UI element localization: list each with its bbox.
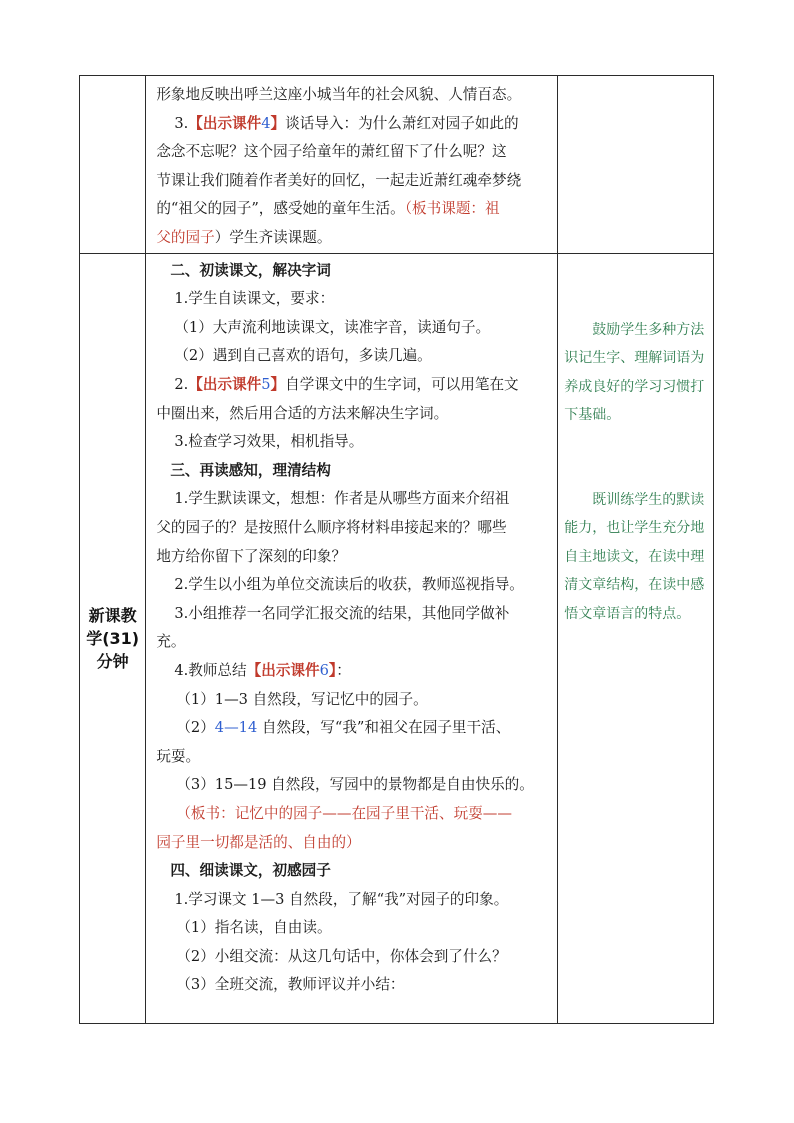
board-note-line: （板书：记忆中的园子——在园子里干活、玩耍—— xyxy=(176,804,512,822)
section2-line: 2.【出示课件5】自学课文中的生字词，可以用笔在文 xyxy=(174,376,519,394)
section-heading-2: 二、初读课文，解决字词 xyxy=(170,261,331,279)
content-cell-main xyxy=(146,253,558,1023)
teaching-note-2: 既训练学生的默读能力，也让学生充分地自主地读文，在读中理清文章结构，在读中感悟文章语言的特点。 xyxy=(564,491,705,622)
intro-line-5: 的“祖父的园子”，感受她的童年生活。（板书课题：祖 xyxy=(156,200,500,218)
section3-line: （1）1—3 自然段，写记忆中的园子。 xyxy=(176,690,428,708)
stage-cell xyxy=(80,253,146,1023)
intro-line-6: 父的园子）学生齐读课题。 xyxy=(156,228,332,246)
table-row xyxy=(80,76,714,254)
table-row xyxy=(80,253,714,1023)
section3-line: 2.学生以小组为单位交流读后的收获，教师巡视指导。 xyxy=(174,576,524,594)
section3-line: （2）4—14 自然段，写“我”和祖父在园子里干活、 xyxy=(176,719,511,737)
section2-line: 1.学生自读课文，要求： xyxy=(174,290,335,308)
board-note-line: 园子里一切都是活的、自由的） xyxy=(156,833,361,851)
section3-line: （3）15—19 自然段，写园中的景物都是自由快乐的。 xyxy=(176,776,534,794)
section3-line: 地方给你留下了深刻的印象？ xyxy=(156,547,347,565)
section3-line: 充。 xyxy=(156,633,186,651)
stage-cell-empty xyxy=(80,76,146,254)
section3-line: 玩耍。 xyxy=(156,747,201,765)
teaching-note-1: 鼓励学生多种方法识记生字、理解词语为养成良好的学习习惯打下基础。 xyxy=(564,321,705,424)
section4-line: （1）指名读，自由读。 xyxy=(176,919,332,937)
section3-line: 父的园子的？是按照什么顺序将材料串接起来的？哪些 xyxy=(156,518,507,536)
section4-line: （2）小组交流：从这几句话中，你体会到了什么？ xyxy=(176,947,507,965)
content-cell-intro xyxy=(146,76,558,254)
section2-line: （1）大声流利地读课文，读准字音，读通句子。 xyxy=(174,318,491,336)
section4-line: （3）全班交流，教师评议并小结： xyxy=(176,976,405,994)
notes-cell-empty xyxy=(558,76,714,254)
section2-line: 3.检查学习效果，相机指导。 xyxy=(174,433,364,451)
intro-line-3: 念念不忘呢？这个园子给童年的萧红留下了什么呢？这 xyxy=(156,143,507,161)
section3-line: 3.小组推荐一名同学汇报交流的结果，其他同学做补 xyxy=(174,604,510,622)
section3-line: 4.教师总结【出示课件6】： xyxy=(174,661,351,679)
section2-line: （2）遇到自己喜欢的语句，多读几遍。 xyxy=(174,347,432,365)
section-heading-3: 三、再读感知，理清结构 xyxy=(170,461,331,479)
intro-line-4: 节课让我们随着作者美好的回忆，一起走近萧红魂牵梦绕 xyxy=(156,171,522,189)
intro-line-2: 3.【出示课件4】谈话导入：为什么萧红对园子如此的 xyxy=(174,114,519,132)
lesson-plan-table xyxy=(79,75,714,1024)
section-heading-4: 四、细读课文，初感园子 xyxy=(170,862,331,880)
section3-line: 1.学生默读课文，想想：作者是从哪些方面来介绍祖 xyxy=(174,490,510,508)
section4-line: 1.学习课文 1—3 自然段，了解“我”对园子的印象。 xyxy=(174,890,509,908)
intro-line-1: 形象地反映出呼兰这座小城当年的社会风貌、人情百态。 xyxy=(156,86,522,103)
section2-line: 中圈出来，然后用合适的方法来解决生字词。 xyxy=(156,404,449,422)
stage-label: 新课教学(31)分钟 xyxy=(86,605,140,671)
notes-cell xyxy=(558,253,714,1023)
